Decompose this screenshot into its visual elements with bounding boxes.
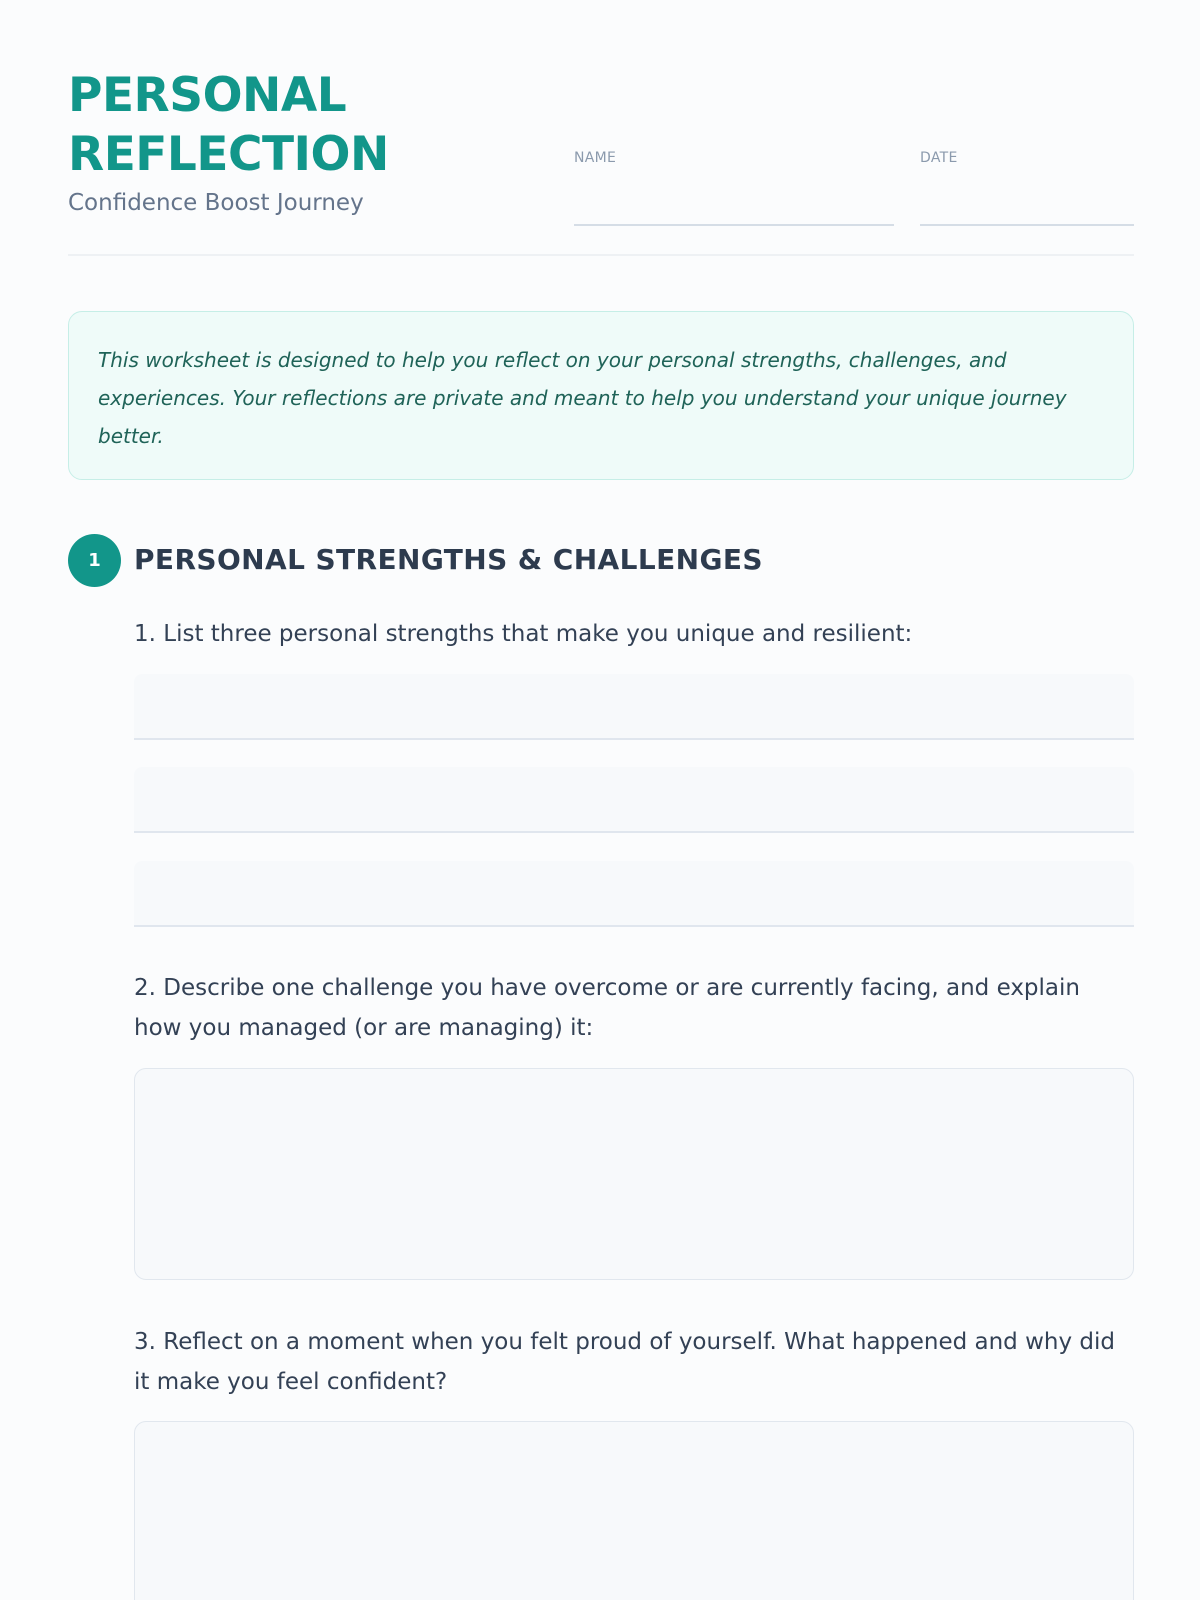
proud-moment-answer-box[interactable]	[134, 1421, 1134, 1600]
title-line-2: REFLECTION	[68, 127, 389, 182]
title-line-1: PERSONAL	[68, 68, 347, 123]
question-1: 1. List three personal strengths that make you unique and resilient:	[134, 621, 913, 647]
page-subtitle: Confidence Boost Journey	[68, 190, 364, 216]
strength-answer-3[interactable]	[134, 861, 1134, 927]
strength-answer-2[interactable]	[134, 767, 1134, 833]
name-label: NAME	[574, 150, 617, 166]
question-3: 3. Reflect on a moment when you felt proud of yourself. What happened and why did it make you feel confident?	[134, 1329, 1115, 1395]
strength-answer-1[interactable]	[134, 674, 1134, 740]
worksheet-header	[68, 0, 1134, 256]
worksheet-page	[68, 0, 1134, 1600]
section-title: PERSONAL STRENGTHS & CHALLENGES	[134, 543, 763, 576]
page-title	[68, 66, 389, 184]
name-field[interactable]	[574, 150, 616, 166]
date-label: DATE	[920, 150, 958, 166]
date-input-line[interactable]	[920, 224, 1134, 226]
challenge-answer-box[interactable]	[134, 1068, 1134, 1280]
section-number-badge: 1	[68, 534, 121, 587]
question-2: 2. Describe one challenge you have overcome or are currently facing, and explain how you managed (or are managing) it:	[134, 975, 1080, 1041]
intro-callout	[68, 311, 1134, 480]
intro-text: This worksheet is designed to help you reflect on your personal strengths, challenges, and experiences. Your reflections are private and meant to help you understand your unique journey better.	[98, 348, 1067, 448]
date-field[interactable]	[920, 150, 958, 166]
name-input-line[interactable]	[574, 224, 894, 226]
